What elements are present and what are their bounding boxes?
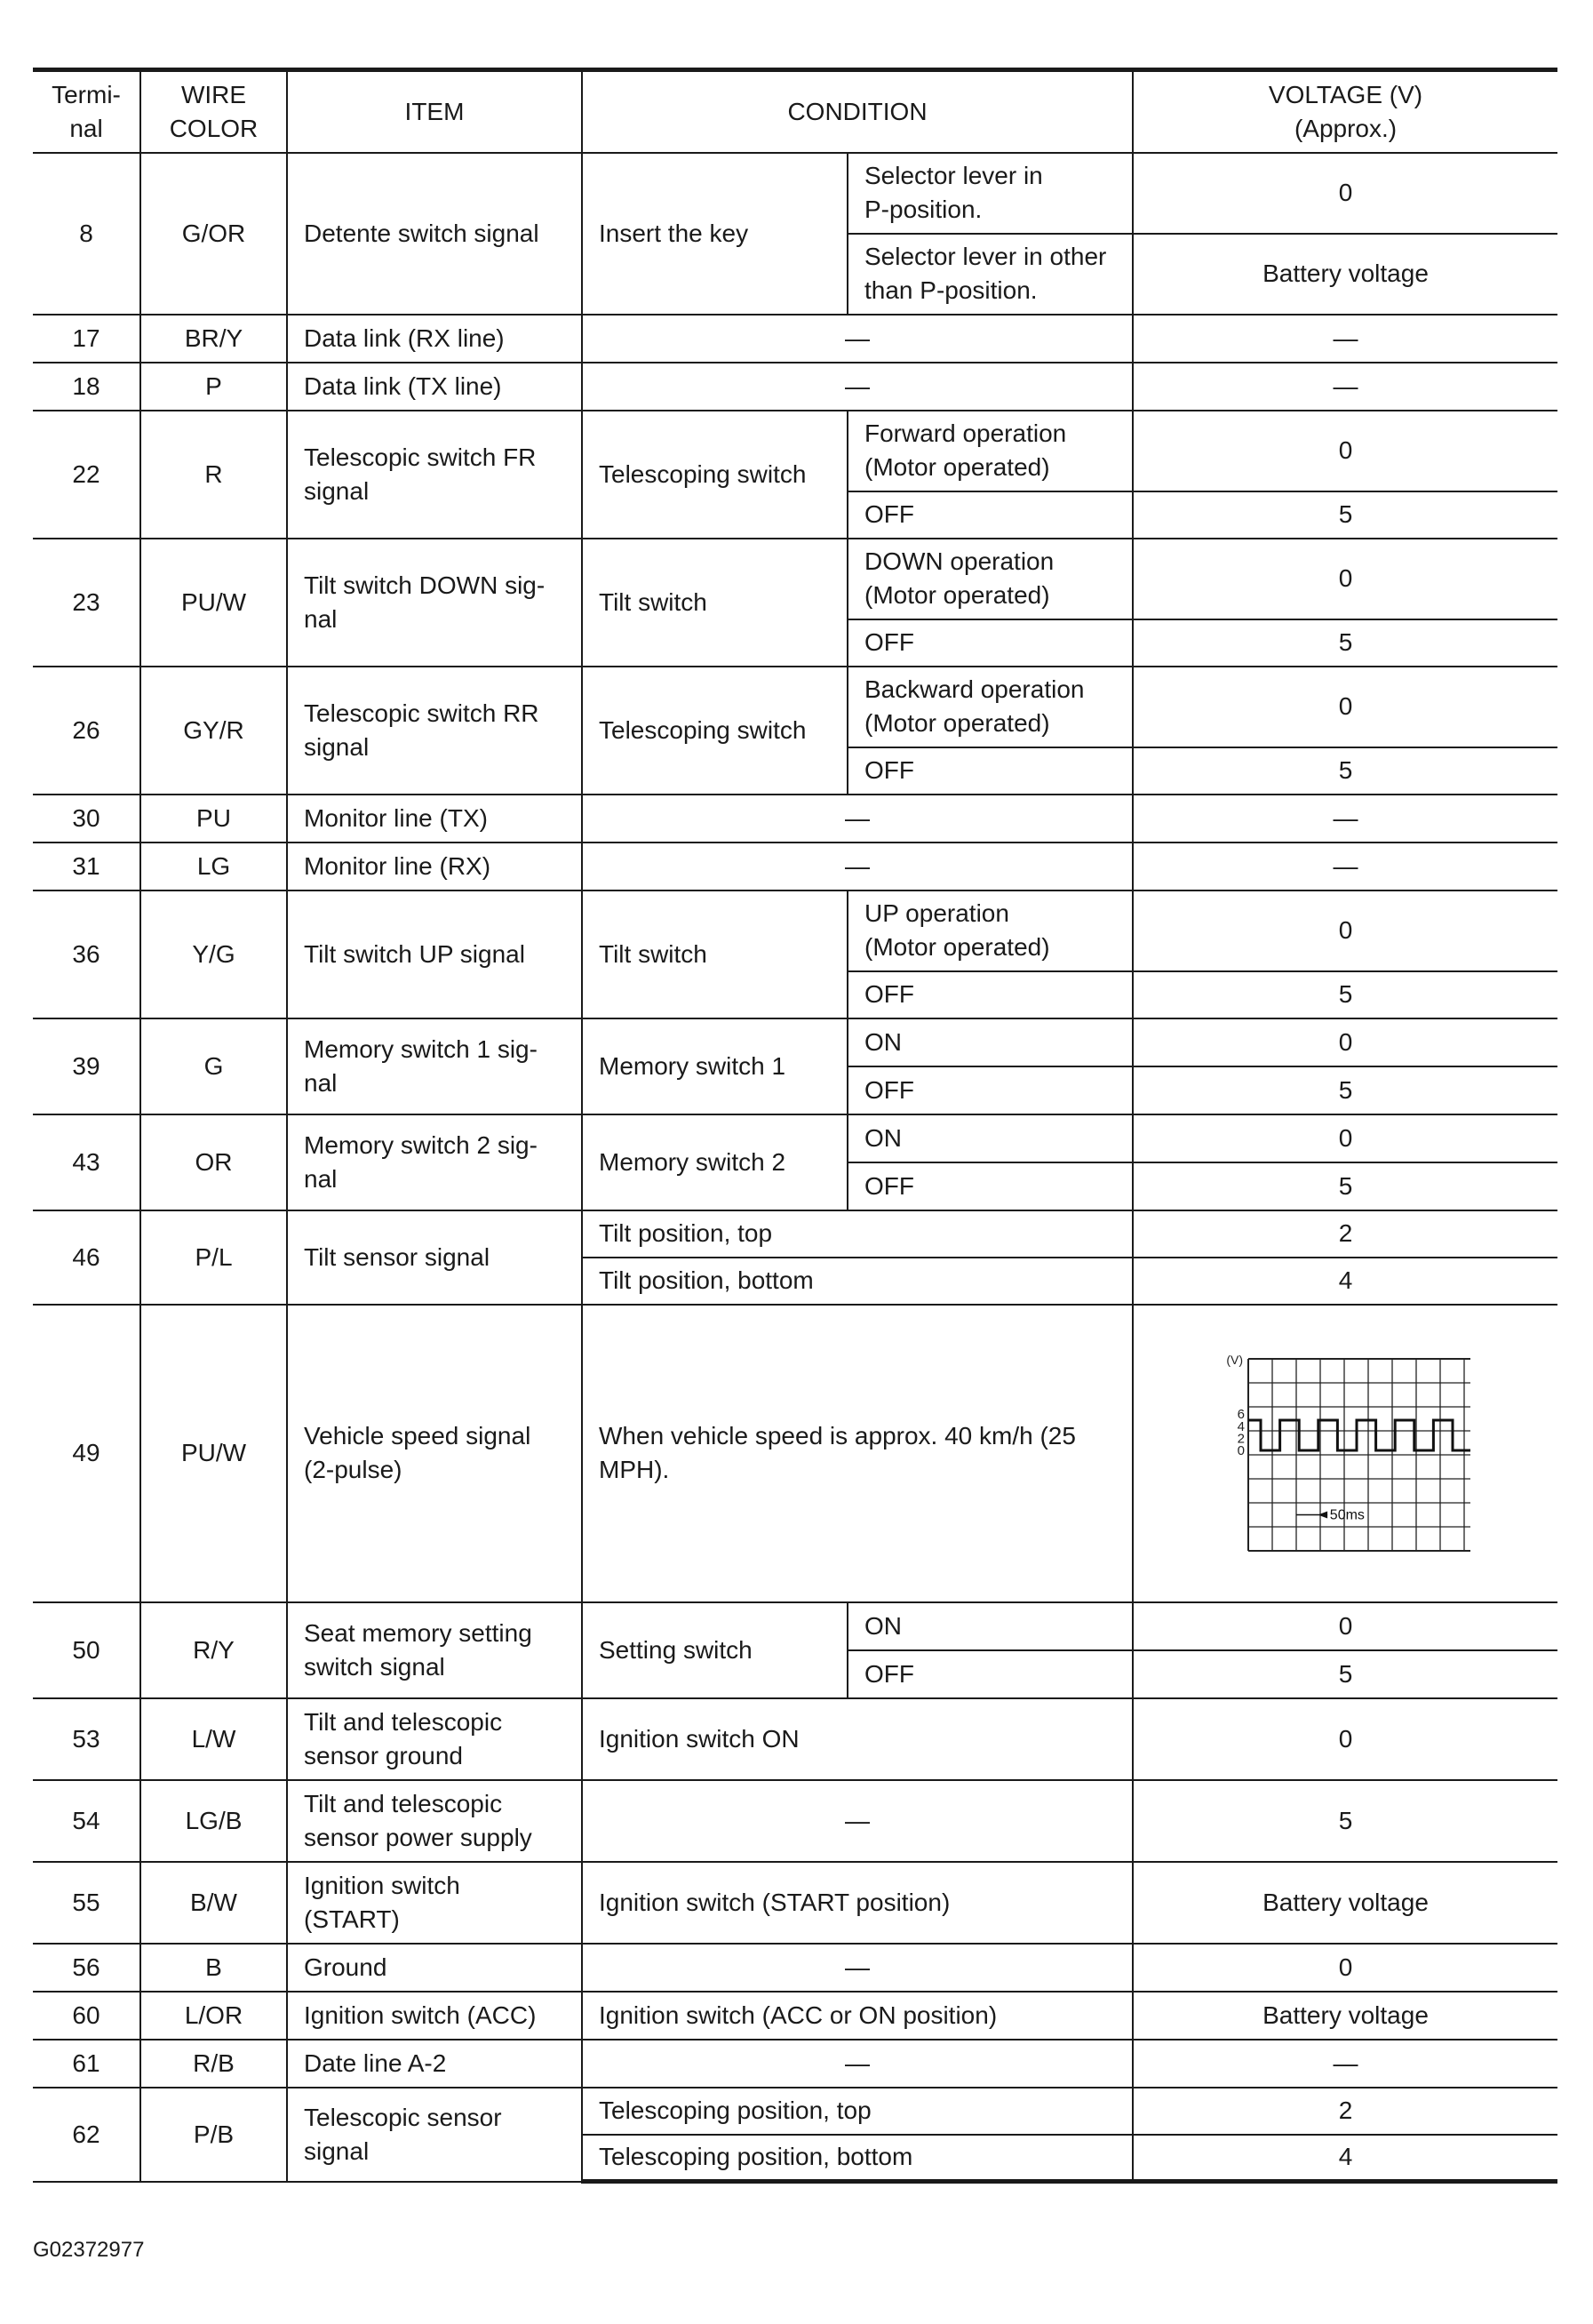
- condition-state-cell: OFF: [848, 971, 1133, 1018]
- table-row: [33, 1862, 1557, 1944]
- item-cell: Monitor line (RX): [287, 843, 582, 890]
- voltage-cell: 4: [1133, 2135, 1557, 2182]
- voltage-cell: 5: [1133, 619, 1557, 667]
- table-row: [33, 1114, 1557, 1162]
- waveform-tick-label: 6: [1237, 1406, 1245, 1422]
- condition-cell: —: [582, 795, 1133, 843]
- condition-cell: Telescoping position, top: [582, 2088, 1133, 2135]
- terminal-cell: 53: [33, 1698, 140, 1780]
- voltage-cell: —: [1133, 795, 1557, 843]
- wire-color-cell: R/B: [140, 2040, 287, 2088]
- condition-state-cell: Forward operation (Motor operated): [848, 411, 1133, 491]
- wire-color-cell: R/Y: [140, 1602, 287, 1698]
- condition-cell: Tilt position, bottom: [582, 1258, 1133, 1305]
- wire-color-cell: B/W: [140, 1862, 287, 1944]
- table-row: [33, 1780, 1557, 1862]
- wire-color-cell: BR/Y: [140, 315, 287, 363]
- condition-cell: Ignition switch ON: [582, 1698, 1133, 1780]
- item-cell: Memory switch 2 sig- nal: [287, 1114, 582, 1210]
- voltage-cell: 5: [1133, 1780, 1557, 1862]
- item-cell: Tilt switch DOWN sig- nal: [287, 539, 582, 667]
- condition-cell: —: [582, 1944, 1133, 1992]
- condition-cell: Tilt switch: [582, 539, 848, 667]
- condition-cell: —: [582, 2040, 1133, 2088]
- voltage-cell: —: [1133, 363, 1557, 411]
- item-cell: Telescopic switch RR signal: [287, 667, 582, 795]
- item-cell: Tilt and telescopic sensor power supply: [287, 1780, 582, 1862]
- wire-color-cell: P: [140, 363, 287, 411]
- voltage-cell: 0: [1133, 667, 1557, 747]
- condition-state-cell: ON: [848, 1602, 1133, 1650]
- waveform-tick-label: 4: [1237, 1418, 1245, 1434]
- voltage-cell: 2: [1133, 1210, 1557, 1258]
- item-cell: Data link (RX line): [287, 315, 582, 363]
- table-row: [33, 539, 1557, 619]
- terminal-cell: 62: [33, 2088, 140, 2182]
- table-row: [33, 1698, 1557, 1780]
- voltage-cell: 0: [1133, 1018, 1557, 1066]
- voltage-cell: 0: [1133, 1602, 1557, 1650]
- table-row: [33, 1602, 1557, 1650]
- waveform-tick-label: 0: [1237, 1442, 1245, 1458]
- terminal-cell: 54: [33, 1780, 140, 1862]
- terminal-cell: 8: [33, 153, 140, 315]
- condition-cell: Telescoping position, bottom: [582, 2135, 1133, 2182]
- table-row: [33, 315, 1557, 363]
- header-condition: CONDITION: [582, 70, 1133, 153]
- condition-state-cell: DOWN operation (Motor operated): [848, 539, 1133, 619]
- item-cell: Detente switch signal: [287, 153, 582, 315]
- terminal-cell: 31: [33, 843, 140, 890]
- condition-cell: Telescoping switch: [582, 411, 848, 539]
- terminal-cell: 43: [33, 1114, 140, 1210]
- condition-cell: When vehicle speed is approx. 40 km/h (25 MPH).: [582, 1305, 1133, 1602]
- terminal-cell: 50: [33, 1602, 140, 1698]
- voltage-cell: 5: [1133, 747, 1557, 795]
- terminal-cell: 17: [33, 315, 140, 363]
- voltage-cell: Battery voltage: [1133, 234, 1557, 315]
- terminal-cell: 55: [33, 1862, 140, 1944]
- condition-cell: Setting switch: [582, 1602, 848, 1698]
- table-row: [33, 1305, 1557, 1602]
- voltage-cell: 4: [1133, 1258, 1557, 1305]
- item-cell: Ignition switch (ACC): [287, 1992, 582, 2040]
- condition-state-cell: OFF: [848, 747, 1133, 795]
- wire-color-cell: Y/G: [140, 890, 287, 1018]
- item-cell: Tilt sensor signal: [287, 1210, 582, 1305]
- condition-cell: —: [582, 363, 1133, 411]
- condition-cell: Tilt switch: [582, 890, 848, 1018]
- terminal-cell: 56: [33, 1944, 140, 1992]
- condition-cell: Ignition switch (ACC or ON position): [582, 1992, 1133, 2040]
- wire-color-cell: B: [140, 1944, 287, 1992]
- terminal-cell: 18: [33, 363, 140, 411]
- table-row: [33, 2088, 1557, 2135]
- table-row: [33, 843, 1557, 890]
- item-cell: Tilt and telescopic sensor ground: [287, 1698, 582, 1780]
- voltage-cell: 5: [1133, 1066, 1557, 1114]
- condition-cell: Memory switch 2: [582, 1114, 848, 1210]
- condition-state-cell: ON: [848, 1018, 1133, 1066]
- waveform-unit-label: (V): [1225, 1353, 1243, 1367]
- condition-state-cell: OFF: [848, 1650, 1133, 1698]
- table-row: [33, 1210, 1557, 1258]
- wire-color-cell: PU: [140, 795, 287, 843]
- voltage-cell: 5: [1133, 1650, 1557, 1698]
- item-cell: Telescopic sensor signal: [287, 2088, 582, 2182]
- condition-cell: —: [582, 1780, 1133, 1862]
- item-cell: Data link (TX line): [287, 363, 582, 411]
- wire-color-cell: LG/B: [140, 1780, 287, 1862]
- time-scale-label: 50ms: [1329, 1507, 1365, 1522]
- voltage-cell: 0: [1133, 1114, 1557, 1162]
- table-row: [33, 1018, 1557, 1066]
- condition-state-cell: OFF: [848, 1066, 1133, 1114]
- voltage-cell: —: [1133, 843, 1557, 890]
- wire-color-cell: P/B: [140, 2088, 287, 2182]
- condition-cell: Memory switch 1: [582, 1018, 848, 1114]
- wire-color-cell: OR: [140, 1114, 287, 1210]
- wire-color-cell: G/OR: [140, 153, 287, 315]
- table-row: [33, 667, 1557, 747]
- header-row: [33, 70, 1557, 153]
- header-terminal: Termi- nal: [33, 70, 140, 153]
- time-scale-arrowhead: [1318, 1511, 1327, 1518]
- voltage-cell: 5: [1133, 971, 1557, 1018]
- voltage-cell: 5: [1133, 491, 1557, 539]
- figure-code: G02372977: [33, 2238, 145, 2262]
- header-item: ITEM: [287, 70, 582, 153]
- table-row: [33, 795, 1557, 843]
- condition-state-cell: OFF: [848, 1162, 1133, 1210]
- voltage-cell: Battery voltage: [1133, 1862, 1557, 1944]
- item-cell: Monitor line (TX): [287, 795, 582, 843]
- table-row: [33, 1992, 1557, 2040]
- condition-state-cell: Selector lever in P-position.: [848, 153, 1133, 234]
- table-row: [33, 2040, 1557, 2088]
- voltage-cell: 0: [1133, 411, 1557, 491]
- condition-state-cell: UP operation (Motor operated): [848, 890, 1133, 971]
- item-cell: Seat memory setting switch signal: [287, 1602, 582, 1698]
- terminal-cell: 61: [33, 2040, 140, 2088]
- condition-state-cell: ON: [848, 1114, 1133, 1162]
- waveform-tick-label: 2: [1237, 1430, 1245, 1446]
- terminal-cell: 22: [33, 411, 140, 539]
- item-cell: Memory switch 1 sig- nal: [287, 1018, 582, 1114]
- terminal-cell: 60: [33, 1992, 140, 2040]
- wire-color-cell: GY/R: [140, 667, 287, 795]
- wire-color-cell: PU/W: [140, 1305, 287, 1602]
- terminal-cell: 36: [33, 890, 140, 1018]
- item-cell: Ignition switch (START): [287, 1862, 582, 1944]
- voltage-waveform-cell: [1133, 1305, 1557, 1602]
- voltage-cell: 0: [1133, 1698, 1557, 1780]
- item-cell: Tilt switch UP signal: [287, 890, 582, 1018]
- terminal-cell: 46: [33, 1210, 140, 1305]
- voltage-cell: 0: [1133, 539, 1557, 619]
- table-row: [33, 363, 1557, 411]
- waveform-trace: [1248, 1420, 1470, 1450]
- item-cell: Date line A-2: [287, 2040, 582, 2088]
- terminal-cell: 23: [33, 539, 140, 667]
- terminal-cell: 30: [33, 795, 140, 843]
- wire-color-cell: LG: [140, 843, 287, 890]
- condition-cell: —: [582, 843, 1133, 890]
- terminal-cell: 49: [33, 1305, 140, 1602]
- voltage-cell: —: [1133, 315, 1557, 363]
- header-wire-color: WIRE COLOR: [140, 70, 287, 153]
- terminal-cell: 26: [33, 667, 140, 795]
- condition-cell: Ignition switch (START position): [582, 1862, 1133, 1944]
- vehicle-speed-waveform: [1222, 1354, 1470, 1553]
- table-row: [33, 153, 1557, 234]
- item-cell: Vehicle speed signal (2-pulse): [287, 1305, 582, 1602]
- item-cell: Telescopic switch FR signal: [287, 411, 582, 539]
- condition-cell: —: [582, 315, 1133, 363]
- item-cell: Ground: [287, 1944, 582, 1992]
- condition-cell: Insert the key: [582, 153, 848, 315]
- terminal-voltage-table: [33, 68, 1557, 2184]
- condition-state-cell: OFF: [848, 619, 1133, 667]
- wire-color-cell: L/W: [140, 1698, 287, 1780]
- condition-cell: Tilt position, top: [582, 1210, 1133, 1258]
- wire-color-cell: G: [140, 1018, 287, 1114]
- voltage-cell: 5: [1133, 1162, 1557, 1210]
- table-row: [33, 1944, 1557, 1992]
- condition-state-cell: Backward operation (Motor operated): [848, 667, 1133, 747]
- condition-cell: Telescoping switch: [582, 667, 848, 795]
- voltage-cell: Battery voltage: [1133, 1992, 1557, 2040]
- wire-color-cell: R: [140, 411, 287, 539]
- voltage-cell: 0: [1133, 890, 1557, 971]
- voltage-cell: 0: [1133, 1944, 1557, 1992]
- terminal-cell: 39: [33, 1018, 140, 1114]
- wire-color-cell: P/L: [140, 1210, 287, 1305]
- header-voltage: VOLTAGE (V) (Approx.): [1133, 70, 1557, 153]
- condition-state-cell: OFF: [848, 491, 1133, 539]
- wire-color-cell: L/OR: [140, 1992, 287, 2040]
- wire-color-cell: PU/W: [140, 539, 287, 667]
- condition-state-cell: Selector lever in other than P-position.: [848, 234, 1133, 315]
- table-row: [33, 890, 1557, 971]
- voltage-cell: 2: [1133, 2088, 1557, 2135]
- voltage-cell: —: [1133, 2040, 1557, 2088]
- table-row: [33, 411, 1557, 491]
- voltage-cell: 0: [1133, 153, 1557, 234]
